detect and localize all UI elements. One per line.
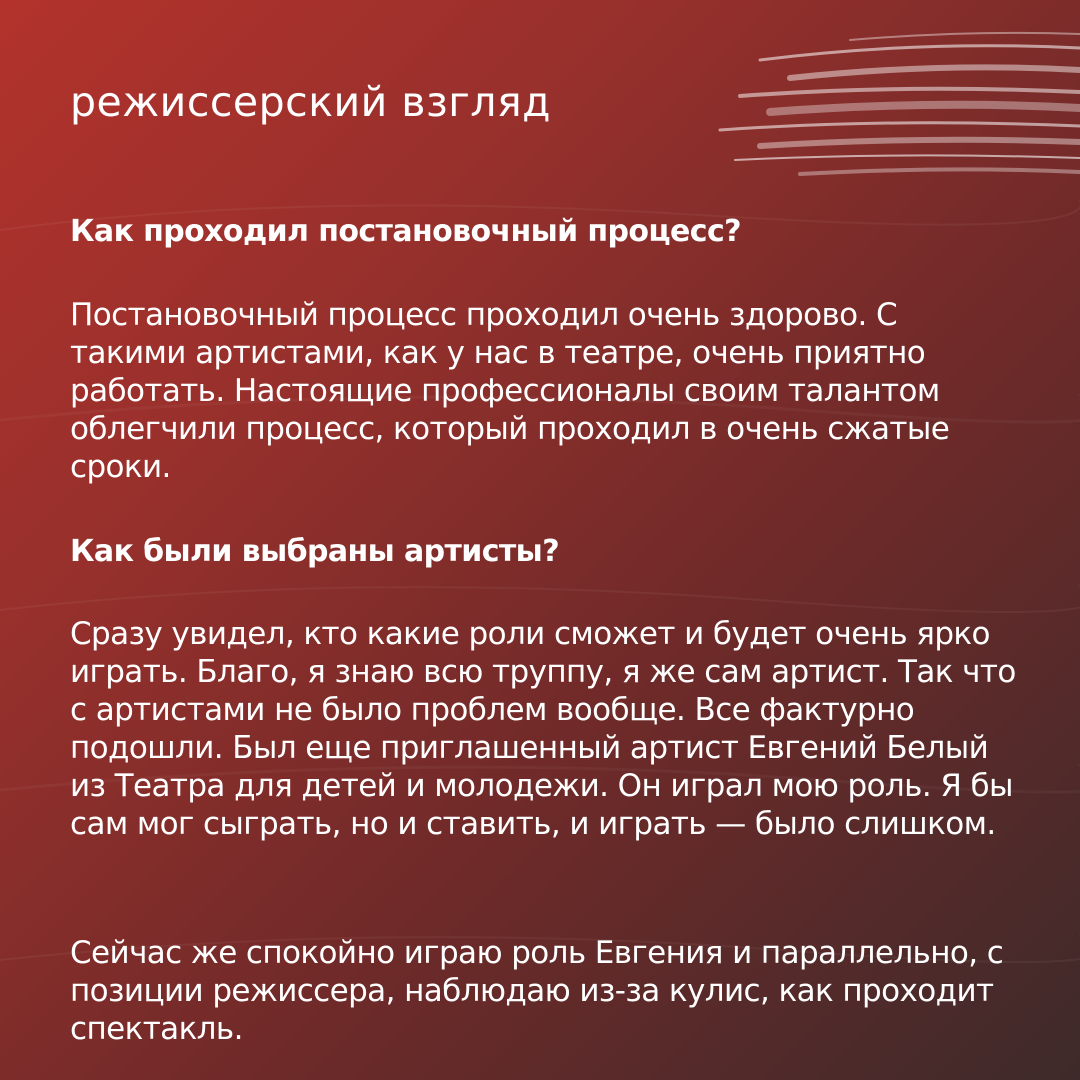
question-heading: Как проходил постановочный процесс? [70, 214, 741, 249]
closing-paragraph: Сейчас же спокойно играю роль Евгения и параллельно, с позиции режиссера, наблюдаю из-за кулис, как проходит спектакль. [70, 935, 1004, 1047]
answer-paragraph: Сразу увидел, кто какие роли сможет и будет очень ярко играть. Благо, я знаю всю труппу, я же сам артист. Так что с артистами не было проблем вообще. Все фактурно подошли. Был еще приглашенный артист Евгений Белый из Театра для детей и молодежи. Он играл мою роль. Я бы сам мог сыграть, но и ставить, и играть — было слишком. [70, 616, 1016, 842]
answer-paragraph: Постановочный процесс проходил очень здорово. С такими артистами, как у нас в театре, очень приятно работать. Настоящие профессионалы своим талантом облегчили процесс, который проходил в очень сжатые сроки. [70, 297, 950, 485]
question-heading: Как были выбраны артисты? [70, 534, 559, 569]
page-title: режиссерский взгляд [70, 78, 552, 126]
